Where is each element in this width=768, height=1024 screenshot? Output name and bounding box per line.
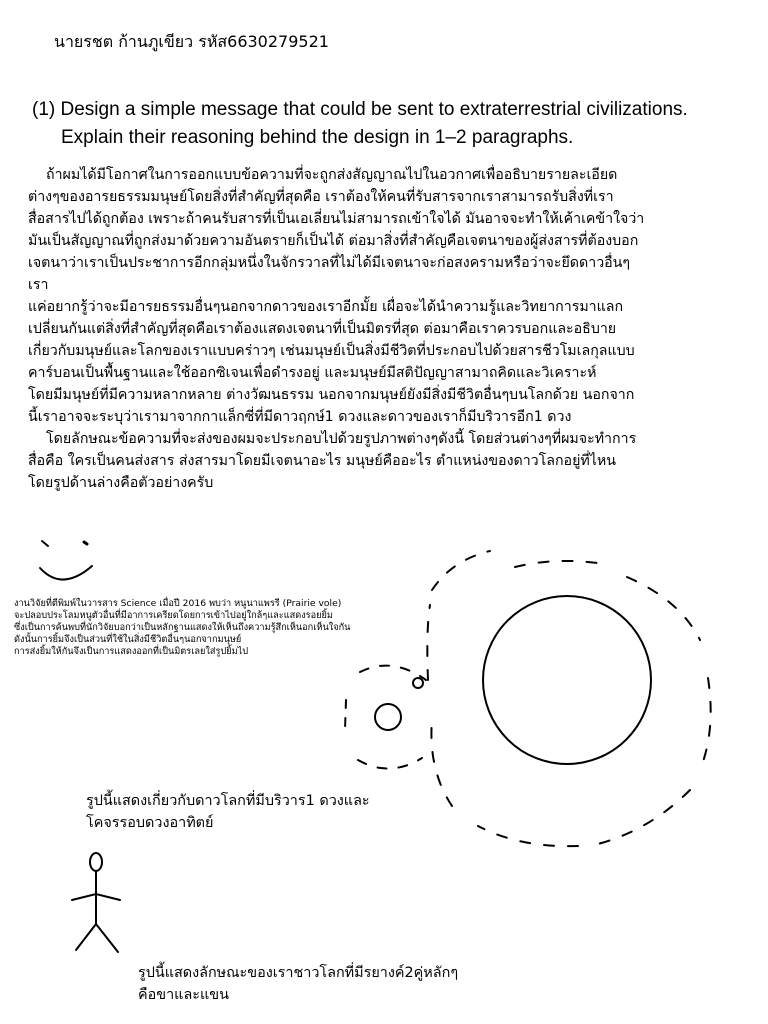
- stick-figure-head: [90, 853, 102, 871]
- stick-figure-drawing: [72, 853, 120, 952]
- smiley-left-eye: [42, 541, 48, 546]
- essay-line: โดยรูปด้านล่างคือตัวอย่างครับ: [28, 475, 214, 491]
- note-line: การส่งยิ้มให้กันจึงเป็นการแสดงออกที่เป็นมิตรเลยใส่รูปยิ้มไป: [14, 646, 249, 657]
- stick-figure-legs: [76, 924, 118, 952]
- earth-circle: [375, 704, 401, 730]
- earth-orbit-dashes-left: [345, 700, 346, 730]
- essay-line: แค่อยากรู้ว่าจะมีอารยธรรมอื่นๆนอกจากดาวของเราอีกมั้ย เผื่อจะได้นำความรู้และวิทยาการมาแลก: [28, 299, 624, 315]
- essay-line: โดยลักษณะข้อความที่จะส่งของผมจะประกอบไปด้วยรูปภาพต่างๆดังนี้ โดยส่วนต่างๆที่ผมจะทำการ: [46, 431, 637, 447]
- orbit-caption-line-2: โคจรรอบดวงอาทิตย์: [86, 815, 214, 831]
- note-line: งานวิจัยที่ตีพิมพ์ในวารสาร Science เมื่อปี 2016 พบว่า หนูนาแพรรี (Prairie vole): [14, 598, 342, 609]
- question-line-2: Explain their reasoning behind the design in 1–2 paragraphs.: [61, 127, 574, 148]
- essay-line: สื่อคือ ใครเป็นคนส่งสาร ส่งสารมาโดยมีเจตนาอะไร มนุษย์คืออะไร ตำแหน่งของดาวโลกอยู่ที่ไหน: [28, 453, 616, 469]
- person-caption-line-2: คือขาและแขน: [138, 987, 229, 1003]
- essay-line: ต่างๆของอารยธรรมมนุษย์โดยสิ่งที่สำคัญที่สุดคือ เราต้องให้คนที่รับสารจากเราสามารถรับสิ่งที่เรา: [28, 189, 614, 205]
- orbit-caption: [86, 790, 370, 834]
- essay-line: คาร์บอนเป็นพื้นฐานและใช้ออกซิเจนเพื่อดำรงอยู่ และมนุษย์มีสติปัญญาสามาถคิดและวิเคราะห์: [28, 365, 597, 381]
- person-caption: [138, 962, 458, 1006]
- essay-line: โดยมีมนุษย์ที่มีความหลากหลาย ต่างวัฒนธรรม นอกจากมนุษย์ยังมีสิ่งมีชีวิตอื่นๆบนโลกด้วย นอกจาก: [28, 387, 635, 403]
- author-line: นายรชต ก้านภูเขียว รหัส6630279521: [54, 32, 329, 51]
- essay-line: นี้เราอาจจะระบุว่าเรามาจากกาแล็กซี่ที่มีดาวฤกษ์1 ดวงและดาวของเราก็มีบริวารอีก1 ดวง: [28, 409, 572, 425]
- essay-line: สื่อสารไปได้ถูกต้อง เพราะถ้าคนรับสารที่เป็นเอเลี่ยนไม่สามารถเข้าใจได้ มันอาจจะทำให้เค้าเคข้าใจว่า: [28, 211, 645, 227]
- sun-dashed-ring-right: [700, 678, 711, 770]
- earth-orbit-dashes-bottom: [358, 758, 422, 769]
- smile-research-note: [14, 598, 454, 658]
- smiley-mouth: [40, 566, 92, 580]
- essay-line: เกี่ยวกับมนุษย์และโลกของเราแบบคร่าวๆ เช่นมนุษย์เป็นสิ่งมีชีวิตที่ประกอบไปด้วยสารชีวโมเลกุลแบบ: [28, 343, 635, 359]
- orbit-caption-line-1: รูปนี้แสดงเกี่ยวกับดาวโลกที่มีบริวาร1 ดวงและ: [86, 793, 370, 809]
- sun-dashed-ring-top: [515, 561, 610, 567]
- sun-circle: [483, 596, 651, 764]
- essay-line: เจตนาว่าเราเป็นประชาการอีกกลุ่มหนึ่งในจักรวาลที่ไม่ได้มีเจตนาจะก่อสงครามหรือว่าจะยึดดาวอื่นๆ: [28, 255, 630, 271]
- question-line-1: (1) Design a simple message that could be sent to extraterrestrial civilizations.: [32, 99, 688, 120]
- sun-dashed-ring: [432, 551, 490, 590]
- essay-line: มันเป็นสัญญาณที่ถูกส่งมาด้วยความอันตรายก็เป็นได้ ต่อมาสิ่งที่สำคัญคือเจตนาของผู้ส่งสารที่ต้องบอก: [28, 233, 639, 249]
- essay-line: เปลี่ยนกันแต่สิ่งที่สำคัญที่สุดคือเราต้องแสดงเจตนาที่เป็นมิตรที่สุด ต่อมาคือเราควรบอกและอธิบาย: [28, 321, 617, 337]
- sun-dashed-ring-right-top: [627, 577, 700, 640]
- solar-orbit-drawing: [345, 551, 711, 846]
- sun-dashed-ring-left: [431, 720, 452, 806]
- essay-line: เรา: [28, 277, 49, 293]
- moon-circle: [413, 678, 423, 688]
- smiley-face-drawing: [40, 541, 92, 580]
- essay-line: ถ้าผมได้มีโอกาศในการออกแบบข้อความที่จะถูกส่งสัญญาณไปในอวกาศเพื่ออธิบายรายละเอียด: [46, 167, 618, 183]
- sun-dashed-ring-bottom-right: [598, 790, 690, 844]
- sun-dashed-ring-bottom: [478, 826, 578, 846]
- note-line: จะปลอบประโลมหนูตัวอื่นที่มีอาการเครียดโดยการเข้าไปอยู่ใกล้ๆและแสดงรอยยิ้ม: [14, 610, 333, 621]
- note-line: ซึ่งเป็นการค้นพบที่นักวิจัยบอกว่าเป็นหลักฐานแสดงให้เห็นถึงความรู้สึกเห็นอกเห็นใจกัน: [14, 622, 351, 633]
- note-line: ดังนั้นการยิ้มจึงเป็นส่วนที่ใช้ในสิ่งมีชีวิตอื่นๆนอกจากมนุษย์: [14, 634, 242, 645]
- person-caption-line-1: รูปนี้แสดงลักษณะของเราชาวโลกที่มีรยางค์2คู่หลักๆ: [138, 965, 459, 981]
- smiley-right-eye: [84, 542, 87, 544]
